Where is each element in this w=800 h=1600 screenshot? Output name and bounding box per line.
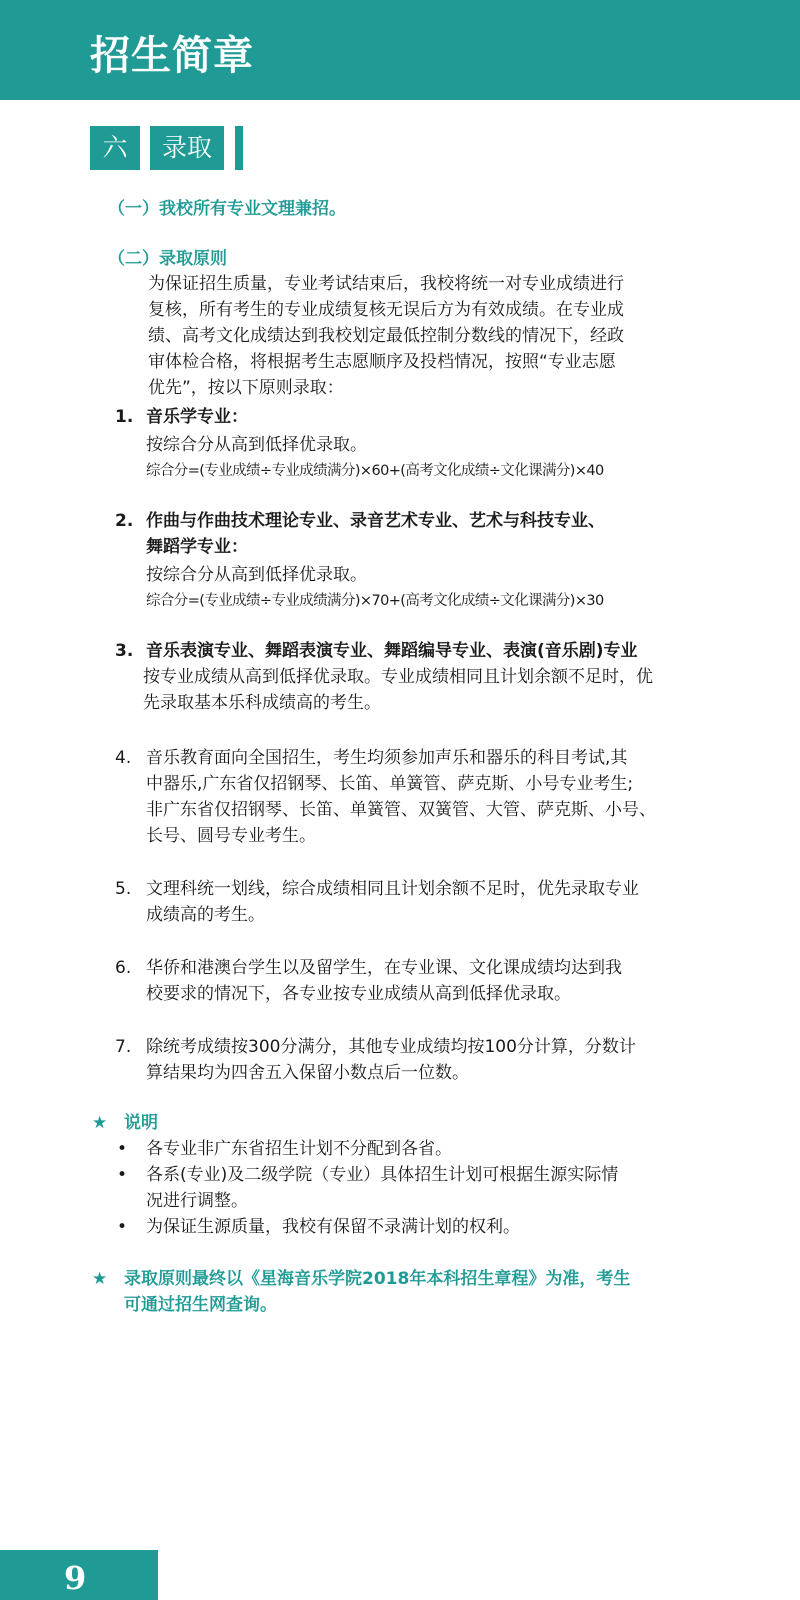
list-item-number: 4. (115, 748, 132, 768)
list-item-number: 2. (115, 511, 134, 531)
list-item-title: 作曲与作曲技术理论专业、录音艺术专业、艺术与科技专业、 (146, 511, 605, 531)
principle-line: 审体检合格，将根据考生志愿顺序及投档情况，按照“专业志愿 (148, 352, 616, 372)
list-item-text: 按专业成绩从高到低择优录取。专业成绩相同且计划余额不足时，优 (143, 667, 653, 687)
list-item-title: 音乐表演专业、舞蹈表演专业、舞蹈编导专业、表演(音乐剧)专业 (146, 641, 638, 661)
list-item-number: 1. (115, 407, 134, 427)
list-item-text: 华侨和港澳台学生以及留学生，在专业课、文化课成绩均达到我 (146, 958, 622, 978)
list-item-number: 7. (115, 1037, 132, 1057)
bullet-icon: • (117, 1165, 128, 1185)
list-item-text: 除统考成绩按300分满分，其他专业成绩均按100分计算，分数计 (146, 1037, 636, 1057)
note-bullet-text: 各系(专业)及二级学院（专业）具体招生计划可根据生源实际情 (146, 1165, 619, 1185)
list-item-text: 算结果均为四舍五入保留小数点后一位数。 (146, 1063, 469, 1083)
list-item-number: 3. (115, 641, 134, 661)
note-bullet-text: 为保证生源质量，我校有保留不录满计划的权利。 (146, 1217, 520, 1237)
final-note-text: 录取原则最终以《星海音乐学院2018年本科招生章程》为准，考生 (124, 1269, 631, 1289)
score-formula: 综合分=(专业成绩÷专业成绩满分)×70+(高考文化成绩÷文化课满分)×30 (146, 593, 604, 609)
note-bullet-text: 各专业非广东省招生计划不分配到各省。 (146, 1139, 452, 1159)
principle-line: 为保证招生质量，专业考试结束后，我校将统一对专业成绩进行 (148, 274, 624, 294)
section-title: 录取 (150, 126, 224, 170)
sub-heading-1: （一）我校所有专业文理兼招。 (108, 199, 346, 219)
list-item-text: 按综合分从高到低择优录取。 (146, 565, 367, 585)
page-title: 招生简章 (90, 32, 254, 79)
star-icon: ★ (92, 1113, 108, 1133)
list-item-title: 音乐学专业： (146, 407, 248, 427)
list-item-text: 长号、圆号专业考生。 (146, 826, 316, 846)
principle-line: 优先”，按以下原则录取： (148, 378, 344, 398)
page-number: 9 (64, 1559, 87, 1597)
bullet-icon: • (117, 1217, 128, 1237)
final-note-text: 可通过招生网查询。 (124, 1295, 277, 1315)
list-item-number: 5. (115, 879, 132, 899)
list-item-text: 先录取基本乐科成绩高的考生。 (143, 693, 381, 713)
list-item-text: 非广东省仅招钢琴、长笛、单簧管、双簧管、大管、萨克斯、小号、 (146, 800, 656, 820)
principle-line: 绩、高考文化成绩达到我校划定最低控制分数线的情况下，经政 (148, 326, 624, 346)
list-item-text: 文理科统一划线，综合成绩相同且计划余额不足时，优先录取专业 (146, 879, 639, 899)
bullet-icon: • (117, 1139, 128, 1159)
list-item-number: 6. (115, 958, 132, 978)
score-formula: 综合分=(专业成绩÷专业成绩满分)×60+(高考文化成绩÷文化课满分)×40 (146, 463, 604, 479)
note-heading: 说明 (124, 1113, 158, 1133)
list-item-text: 成绩高的考生。 (146, 905, 265, 925)
list-item-text: 中器乐,广东省仅招钢琴、长笛、单簧管、萨克斯、小号专业考生; (146, 774, 634, 794)
section-number-badge: 六 (90, 126, 140, 170)
note-bullet-text: 况进行调整。 (146, 1191, 248, 1211)
star-icon: ★ (92, 1269, 108, 1289)
list-item-title: 舞蹈学专业： (146, 537, 248, 557)
list-item-text: 校要求的情况下，各专业按专业成绩从高到低择优录取。 (146, 984, 571, 1004)
list-item-text: 按综合分从高到低择优录取。 (146, 435, 367, 455)
section-accent-bar (235, 126, 243, 170)
list-item-text: 音乐教育面向全国招生，考生均须参加声乐和器乐的科目考试,其 (146, 748, 628, 768)
sub-heading-2: （二）录取原则 (108, 249, 227, 269)
principle-line: 复核，所有考生的专业成绩复核无误后方为有效成绩。在专业成 (148, 300, 624, 320)
footer-bar (0, 1550, 158, 1600)
